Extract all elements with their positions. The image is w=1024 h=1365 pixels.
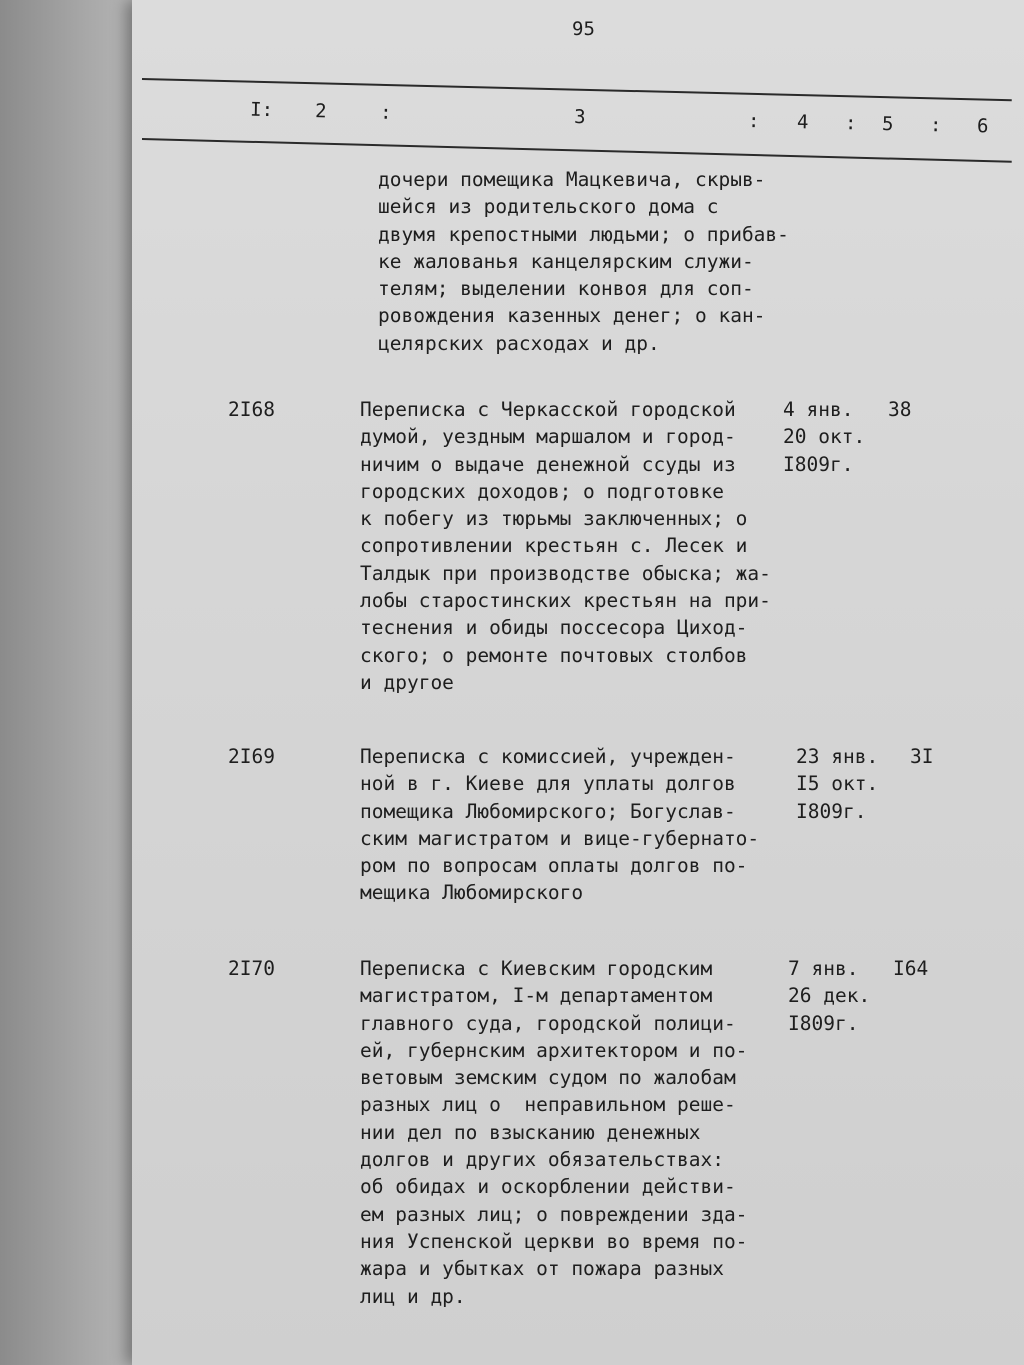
table-header [132, 96, 1024, 156]
facing-page [0, 0, 150, 1365]
header-col4: 4 [796, 111, 809, 134]
date-year: I809г. [796, 799, 867, 823]
description-line: ем разных лиц; о повреждении зда- [360, 1202, 748, 1226]
description-line: дочери помещика Мацкевича, скрыв- [378, 168, 766, 191]
header-sep2: : [747, 109, 760, 133]
entry-number: 2I70 [228, 957, 275, 980]
description-line: Талдык при производстве обыска; жа- [360, 561, 771, 585]
description-line: сопротивлении крестьян с. Лесек и [360, 534, 748, 558]
description-line: ром по вопросам оплаты долгов по- [360, 854, 748, 878]
description-line: ровождения казенных денег; о кан- [378, 304, 766, 328]
sheet-count: 3I [910, 745, 934, 768]
header-col6: 6 [976, 115, 989, 138]
description-line: лиц и др. [360, 1284, 466, 1308]
description-line: разных лиц о неправильном реше- [360, 1093, 736, 1117]
description-line: думой, уездным маршалом и город- [360, 425, 736, 449]
description-line: ничим о выдаче денежной ссуды из [360, 452, 736, 476]
description-line: долгов и других обязательствах: [360, 1148, 724, 1172]
description-line: об обидах и оскорблении действи- [360, 1175, 736, 1199]
entry-number: 2I69 [228, 745, 275, 768]
description-line: шейся из родительского дома с [378, 195, 719, 219]
header-col5: 5 [881, 113, 894, 136]
date-start: 4 янв. [783, 398, 854, 421]
header-sep4: : [929, 114, 942, 137]
description-line: Переписка с Черкасской городской [360, 398, 736, 421]
description-line: теснения и обиды поссесора Циход- [360, 616, 748, 640]
description-line: ния Успенской церкви во время по- [360, 1229, 748, 1253]
description-line: Переписка с комиссией, учрежден- [360, 745, 736, 768]
entry-dates [783, 396, 865, 478]
sheet-count: I64 [893, 957, 929, 980]
description-line: телям; выделении конвоя для соп- [378, 277, 754, 301]
description-line: лобы старостинских крестьян на при- [360, 589, 771, 613]
date-start: 23 янв. [796, 745, 879, 768]
description-line: ветовым земским судом по жалобам [360, 1066, 736, 1090]
entry-dates [788, 955, 870, 1037]
header-col1: I: [249, 98, 274, 122]
header-sep1: : [379, 101, 392, 124]
description-line: нии дел по взысканию денежных [360, 1120, 701, 1144]
entry-description [360, 955, 800, 1310]
description-line: магистратом, I-м департаментом [360, 984, 713, 1008]
date-year: I809г. [788, 1011, 859, 1035]
description-line: городских доходов; о подготовке [360, 479, 724, 503]
description-line: двумя крепостными людьми; о прибав- [378, 222, 789, 246]
date-end: 26 дек. [788, 984, 871, 1008]
description-line: ского; о ремонте почтовых столбов [360, 643, 748, 667]
date-year: I809г. [783, 452, 854, 476]
page-number: 95 [572, 18, 595, 40]
entry-description [360, 396, 800, 696]
description-line: Переписка с Киевским городским [360, 957, 713, 980]
description-line: к побегу из тюрьмы заключенных; о [360, 507, 748, 531]
date-end: 20 окт. [783, 425, 866, 449]
description-line: ной в г. Киеве для уплаты долгов [360, 772, 736, 796]
date-start: 7 янв. [788, 957, 859, 980]
sheet-count: 38 [888, 398, 912, 421]
header-col2: 2 [314, 100, 327, 123]
date-end: I5 окт. [796, 772, 879, 796]
document-page [132, 0, 1024, 1365]
description-line: помещика Любомирского; Богуслав- [360, 799, 736, 823]
description-line: главного суда, городской полици- [360, 1011, 736, 1035]
description-line: ским магистратом и вице-губернато- [360, 826, 760, 850]
entry-number: 2I68 [228, 398, 275, 421]
description-line: и другое [360, 670, 454, 694]
entry-description [378, 166, 818, 357]
entry-dates [796, 743, 878, 825]
header-col3: 3 [573, 106, 586, 129]
description-line: жара и убытках от пожара разных [360, 1257, 724, 1281]
description-line: ей, губернским архитектором и по- [360, 1038, 748, 1062]
description-line: ке жалованья канцелярским служи- [378, 249, 754, 273]
table-header-top-rule [142, 78, 1012, 101]
entry-description [360, 743, 800, 907]
description-line: мещика Любомирского [360, 881, 584, 905]
description-line: целярских расходах и др. [378, 331, 660, 355]
header-sep3: : [844, 112, 857, 135]
